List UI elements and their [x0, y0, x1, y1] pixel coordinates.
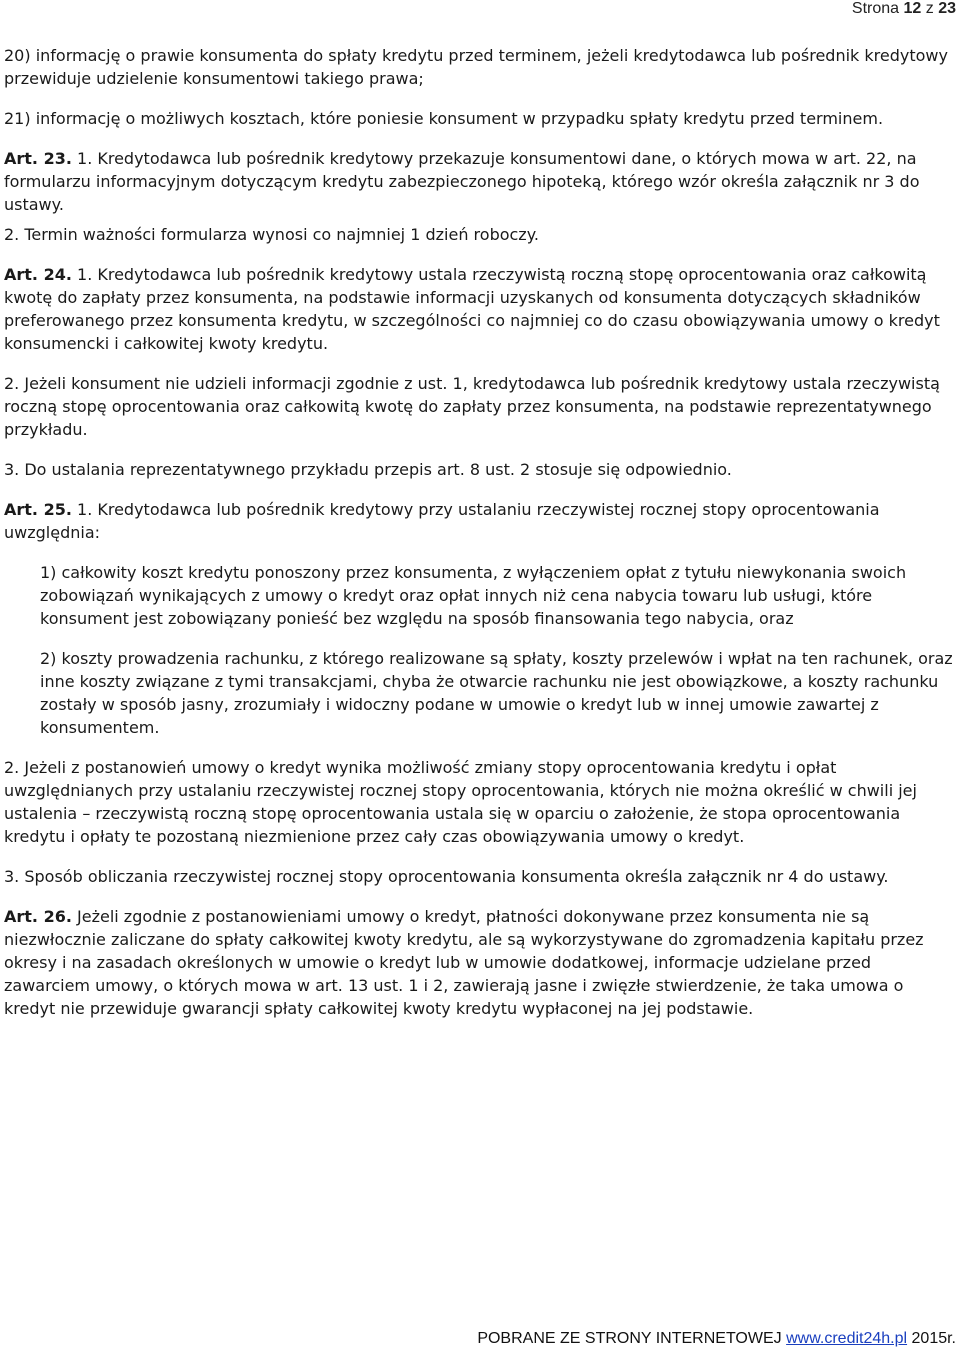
page-number — [852, 0, 956, 20]
art-25-par-3: 3. Sposób obliczania rzeczywistej rocznej stopy oprocentowania konsumenta określa załącznik nr 4 do ustawy. — [4, 867, 889, 886]
art-24-par-1-text: 1. Kredytodawca lub pośrednik kredytowy ustala rzeczywistą roczną stopę oprocentowania oraz całkowitą kwotę do zapłaty przez konsumenta, na podstawie informacji uzyskanych od konsumenta dotyczących składników preferowanego przez konsumenta kredytu, w szczególności co najmniej co do czasu obowiązywania umowy o kredyt konsumencki i całkowitej kwoty kredytu. — [4, 265, 940, 353]
art-24-label: Art. 24. — [4, 265, 72, 284]
art-23-par-1-text: 1. Kredytodawca lub pośrednik kredytowy przekazuje konsumentowi dane, o których mowa w art. 22, na formularzu informacyjnym dotyczącym kredytu zabezpieczonego hipoteką, którego wzór określa załącznik nr 3 do ustawy. — [4, 149, 920, 214]
art-25-par-2: 2. Jeżeli z postanowień umowy o kredyt wynika możliwość zmiany stopy oprocentowania kredytu i opłat uwzględnianych przy ustalaniu rzeczywistej rocznej stopy oprocentowania, których nie można określić w chwili jej ustalenia – rzeczywistą roczną stopę oprocentowania ustala się w oparciu o założenie, że stopa oprocentowania kredytu i opłaty te pozostaną niezmienione przez cały czas obowiązywania umowy o kredyt. — [4, 758, 917, 846]
art-26-text: Jeżeli zgodnie z postanowieniami umowy o kredyt, płatności dokonywane przez konsumenta nie są niezwłocznie zaliczane do spłaty całkowitej kwoty kredytu, ale są wykorzystywane do zgromadzenia kapitału przez okresy i na zasadach określonych w umowie o kredyt lub w umowie dodatkowej, informacje udzielane przed zawarciem umowy, o których mowa w art. 13 ust. 1 i 2, zawierają jasne i zwięzłe stwierdzenie, że taka umowa o kredyt nie przewiduje gwarancji spłaty całkowitej kwoty kredytu wypłaconej na jej podstawie. — [4, 907, 924, 1018]
art-26 — [4, 905, 956, 1020]
page-total: 23 — [938, 0, 956, 17]
art-23-par-1 — [4, 147, 956, 216]
art-25-par-1-text: 1. Kredytodawca lub pośrednik kredytowy przy ustalaniu rzeczywistej rocznej stopy oprocentowania uwzględnia: — [4, 500, 880, 542]
page-footer — [477, 1328, 956, 1350]
art-25-item-2: 2) koszty prowadzenia rachunku, z którego realizowane są spłaty, koszty przelewów i wpłat na ten rachunek, oraz inne koszty związane z tymi transakcjami, chyba że otwarcie rachunku nie jest obowiązkowe, a koszty rachunku zostały w sposób jasny, zrozumiały i widoczny podane w umowie o kredyt lub w innej umowie zawartej z konsumentem. — [40, 649, 953, 737]
document-body — [4, 44, 956, 1037]
item-21: 21) informację o możliwych kosztach, które poniesie konsument w przypadku spłaty kredytu przed terminem. — [4, 109, 884, 128]
page-label: Strona — [851, 0, 900, 17]
page-current: 12 — [903, 0, 922, 17]
art-24-par-1 — [4, 263, 956, 355]
art-23-par-2: 2. Termin ważności formularza wynosi co najmniej 1 dzień roboczy. — [4, 225, 539, 244]
art-25-par-1 — [4, 498, 956, 544]
art-24-par-2: 2. Jeżeli konsument nie udzieli informacji zgodnie z ust. 1, kredytodawca lub pośrednik kredytowy ustala rzeczywistą roczną stopę oprocentowania oraz całkowitą kwotę do zapłaty przez konsumenta, na podstawie reprezentatywnego przykładu. — [4, 374, 940, 439]
art-25-label: Art. 25. — [4, 500, 72, 519]
art-23-label: Art. 23. — [4, 149, 72, 168]
art-24-par-3: 3. Do ustalania reprezentatywnego przykładu przepis art. 8 ust. 2 stosuje się odpowiednio. — [4, 460, 732, 479]
art-26-label: Art. 26. — [4, 907, 72, 926]
footer-year: 2015r. — [911, 1330, 956, 1347]
art-25-item-1: 1) całkowity koszt kredytu ponoszony przez konsumenta, z wyłączeniem opłat z tytułu niewykonania swoich zobowiązań wynikających z umowy o kredyt oraz opłat innych niż cena nabycia towaru lub usługi, które konsument jest zobowiązany ponieść bez względu na sposób finansowania tego nabycia, oraz — [40, 563, 907, 628]
item-20: 20) informację o prawie konsumenta do spłaty kredytu przed terminem, jeżeli kredytodawca lub pośrednik kredytowy przewiduje udzielenie konsumentowi takiego prawa; — [4, 46, 948, 88]
page-separator: z — [925, 0, 934, 17]
footer-text: POBRANE ZE STRONY INTERNETOWEJ — [477, 1330, 782, 1347]
footer-link[interactable]: www.credit24h.pl — [786, 1330, 908, 1347]
